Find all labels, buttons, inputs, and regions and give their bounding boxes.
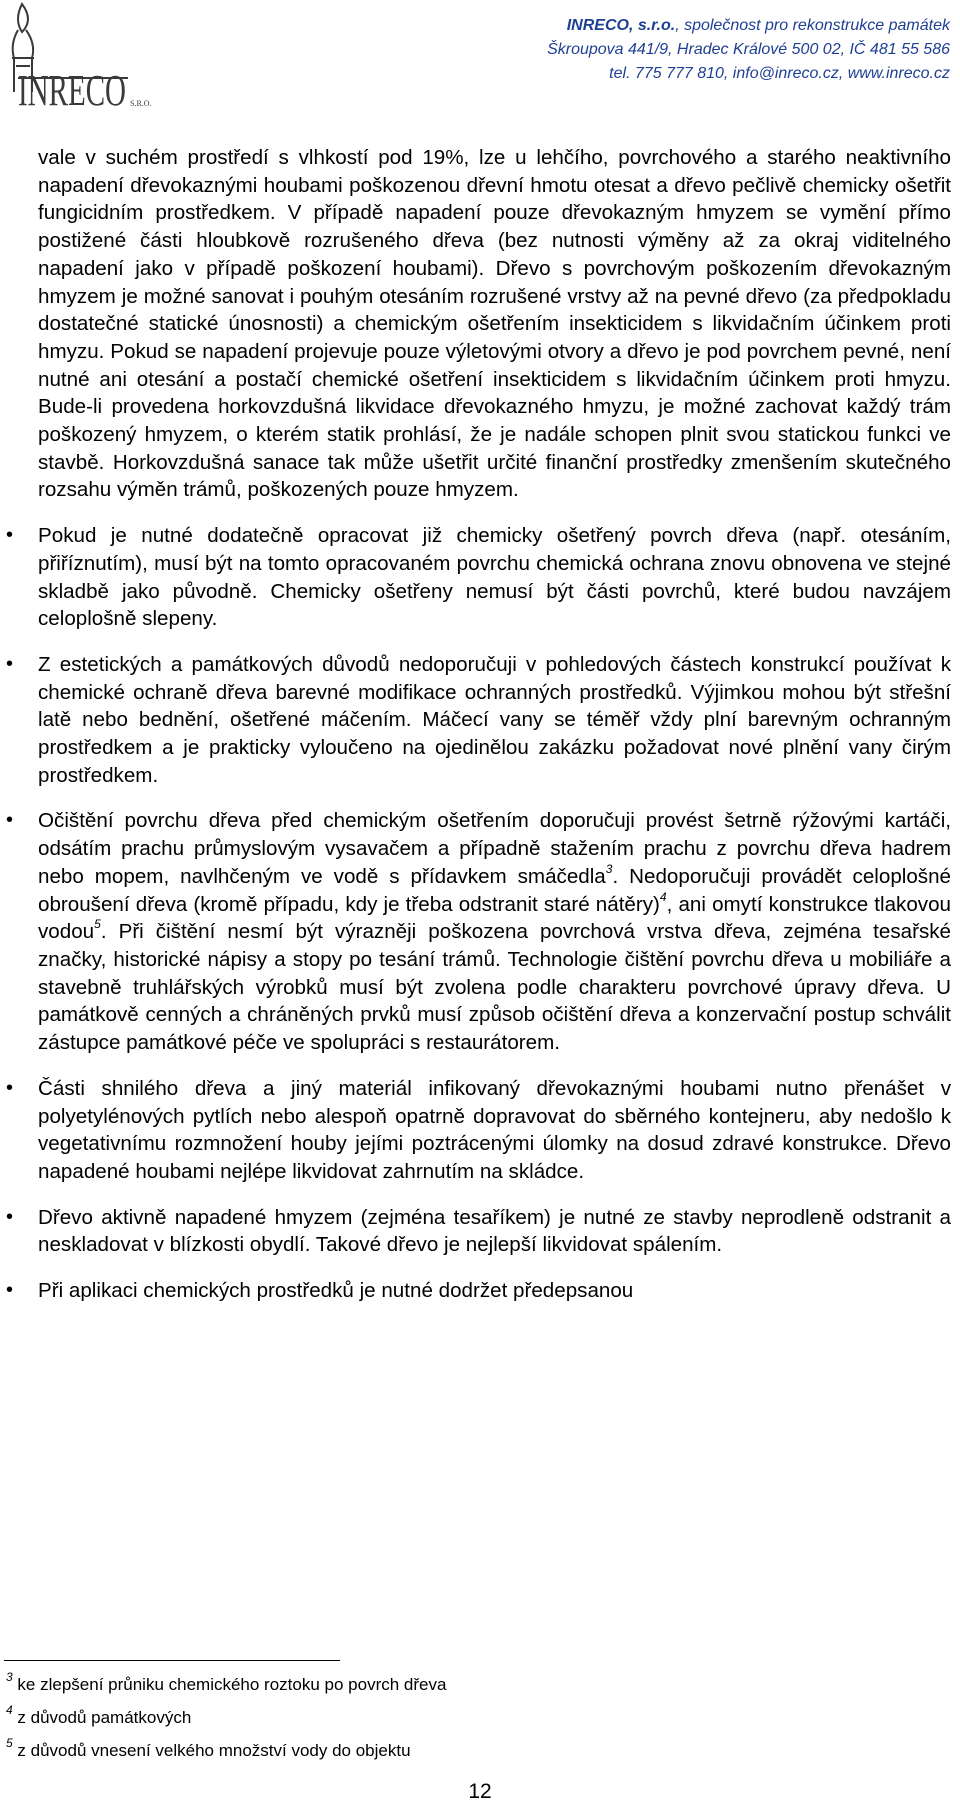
- bullet-icon: •: [6, 524, 14, 547]
- list-item-text: Očištění povrchu dřeva před chemickým ošetřením doporučuji provést šetrně rýžovými kartáči, odsátím prachu průmyslovým vysavačem a případně stažením prachu z povrchu dřeva hadrem nebo mopem, navlhčeným ve vodě s přídavkem smáčedla: [38, 809, 951, 888]
- footnote-ref: 5: [94, 917, 101, 932]
- logo-wordmark: INRECO: [18, 66, 126, 115]
- footnote-text: z důvodů vnesení velkého množství vody do objektu: [17, 1741, 411, 1760]
- bullet-icon: •: [6, 1279, 14, 1302]
- list-item-text: . Nedoporučuji provádět celoplošné obroušení dřeva (kromě případu, kdy je třeba odstranit staré nátěry): [38, 864, 951, 916]
- list-item: [6, 651, 951, 790]
- list-item-text: Pokud je nutné dodatečně opracovat již chemicky ošetřený povrch dřeva (např. otesáním, přiříznutím), musí být na tomto opracovaném povrchu chemická ochrana znovu obnovena ve stejné skladbě jako původně. Chemicky ošetřeny nemusí být části povrchů, které budou navzájem celoplošně slepeny.: [38, 524, 951, 631]
- logo-suffix: S.R.O.: [130, 99, 152, 108]
- list-item-text: Části shnilého dřeva a jiný materiál infikovaný dřevokaznými houbami nutno přenášet v polyetylénových pytlích nebo alespoň opatrně dopravovat do sběrného kontejneru, aby nedošlo k vegetativnímu rozmnožení houby jejími poztrácenými úlomky na dosud zdravé konstrukce. Dřevo napadené houbami nejlépe likvidovat zahrnutím na skládce.: [38, 1076, 951, 1183]
- footnote-divider: [4, 1660, 340, 1661]
- inreco-logo: [4, 0, 154, 118]
- footnote-number: 4: [6, 1703, 13, 1718]
- company-line: [547, 14, 950, 38]
- list-item: [6, 807, 951, 1056]
- page-header: [0, 0, 960, 120]
- company-info: [547, 14, 950, 86]
- footnotes: [6, 1668, 446, 1767]
- bullet-icon: •: [6, 652, 14, 675]
- footnote-ref: 3: [605, 862, 613, 877]
- footnote: [6, 1668, 446, 1701]
- list-item-text: Při aplikaci chemických prostředků je nutné dodržet předepsanou: [38, 1279, 634, 1303]
- list-item-text: Z estetických a památkových důvodů nedoporučuji v pohledových částech konstrukcí používat k chemické ochraně dřeva barevné modifikace ochranných prostředků. Výjimkou mohou být střešní latě nebo bednění, ošetřené máčením. Máčecí vany se téměř vždy plní barevným ochranným prostředkem a je prakticky vyloučeno na ojedinělou zakázku požadovat nové plnění vany čirým prostředkem.: [38, 652, 951, 787]
- document-body: [6, 144, 951, 1305]
- footnote: [6, 1734, 446, 1767]
- bullet-icon: •: [6, 1205, 14, 1228]
- list-item-text: Dřevo aktivně napadené hmyzem (zejména tesaříkem) je nutné ze stavby neprodleně odstranit a neskladovat v blízkosti obydlí. Takové dřevo je nejlepší likvidovat spálením.: [38, 1205, 951, 1257]
- footnote-number: 5: [6, 1736, 13, 1751]
- list-item: [6, 1277, 951, 1305]
- bullet-icon: •: [6, 1076, 14, 1099]
- list-item-text: . Při čištění nesmí být výrazněji poškozena povrchová vrstva dřeva, zejména tesařské značky, historické nápisy a stopy po tesání trámů. Technologie čištění povrchu dřeva u mobiliáře a stavebně truhlářských výrobků musí být zvolena podle charakteru povrchové úpravy dřeva. U památkově cenných a chráněných prvků musí způsob očištění dřeva a konzervační postup schválit zástupce památkové péče ve spolupráci s restaurátorem.: [38, 920, 951, 1055]
- list-item: [6, 1204, 951, 1259]
- footnote-number: 3: [6, 1670, 13, 1685]
- list-item: [6, 522, 951, 633]
- footnote-text: z důvodů památkových: [17, 1708, 192, 1727]
- company-name: INRECO, s.r.o.: [566, 17, 676, 34]
- page-number: 12: [468, 1780, 492, 1803]
- footnote-ref: 4: [659, 889, 667, 904]
- intro-paragraph: vale v suchém prostředí s vlhkostí pod 19%, lze u lehčího, povrchového a starého neaktivního napadení dřevokaznými houbami poškozenou dřevní hmotu otesat a dřevo pečlivě chemicky ošetřit fungicidním prostředkem. V případě napadení pouze dřevokazným hmyzem se vymění přímo postižené části hloubkově rozrušeného dřeva (bez nutnosti výměny až za okraj viditelného napadení jako v případě poškození houbami). Dřevo s povrchovým poškozením dřevokazným hmyzem je možné sanovat i pouhým otesáním rozrušené vrstvy až na pevné dřevo (za předpokladu dostatečné statické únosnosti) a chemickým ošetřením insekticidem s likvidačním účinkem proti hmyzu. Pokud se napadení projevuje pouze výletovými otvory a dřevo je pod povrchem pevné, není nutné ani otesání a postačí chemické ošetření insekticidem s likvidačním účinkem proti hmyzu. Bude-li provedena horkovzdušná likvidace dřevokazného hmyzu, je možné zachovat každý trám poškozený hmyzem, o kterém statik prohlásí, že je nadále schopen plnit svou statickou funkci ve stavbě. Horkovzdušná sanace tak může ušetřit určité finanční prostředky zmenšením skutečného rozsahu výměn trámů, poškozených pouze hmyzem.: [38, 146, 951, 502]
- company-address: Škroupova 441/9, Hradec Králové 500 02, IČ 481 55 586: [547, 41, 950, 58]
- footnote: [6, 1701, 446, 1734]
- footnote-text: ke zlepšení průniku chemického roztoku po povrch dřeva: [17, 1675, 447, 1694]
- bullet-icon: •: [6, 809, 14, 832]
- company-desc: , společnost pro rekonstrukce památek: [675, 17, 950, 34]
- company-contact: tel. 775 777 810, info@inreco.cz, www.inreco.cz: [609, 65, 950, 82]
- list-item-text: , ani omytí konstrukce tlakovou vodou: [38, 892, 951, 944]
- list-item: [6, 1075, 951, 1186]
